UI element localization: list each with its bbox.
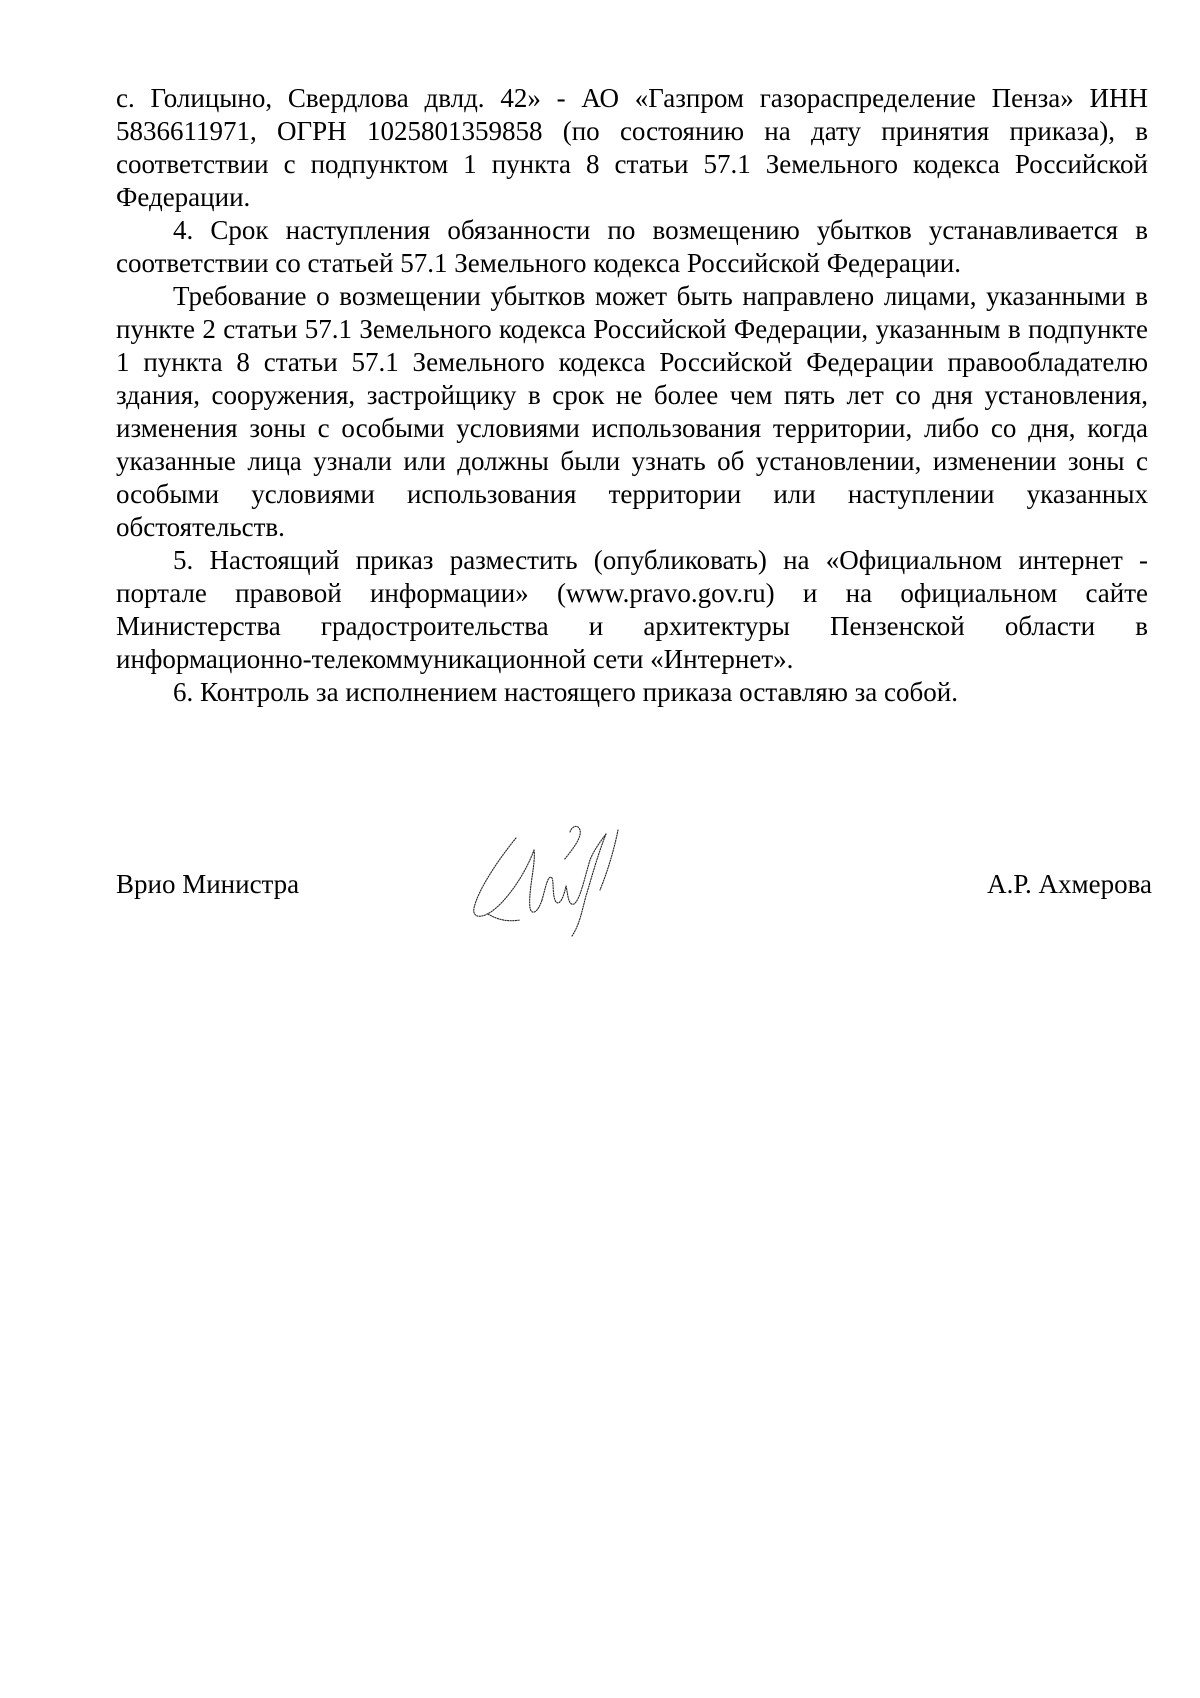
signature-block (116, 820, 1152, 940)
paragraph-compensation-claim: Требование о возмещении убытков может быть направлено лицами, указанными в пункте 2 статьи 57.1 Земельного кодекса Российской Федерации, указанным в подпункте 1 пункта 8 статьи 57.1 Земельного кодекса Российской Федерации правообладателю здания, сооружения, застройщику в срок не более чем пять лет со дня установления, изменения зоны с особыми условиями использования территории, либо со дня, когда указанные лица узнали или должны были узнать об установлении, изменении зоны с особыми условиями использования территории или наступлении указанных обстоятельств. (116, 281, 1148, 542)
handwritten-signature (468, 820, 648, 940)
paragraph-item-5: 5. Настоящий приказ разместить (опубликовать) на «Официальном интернет - портале правовой информации» (www.pravo.gov.ru) и на официальном сайте Министерства градостроительства и архитектуры Пензенской области в информационно-телекоммуникационной сети «Интернет». (116, 545, 1148, 674)
document-body (116, 82, 1148, 709)
paragraph-address-continuation: с. Голицыно, Свердлова двлд. 42» - АО «Газпром газораспределение Пенза» ИНН 5836611971, ОГРН 1025801359858 (по состоянию на дату принятия приказа), в соответствии с подпунктом 1 пункта 8 статьи 57.1 Земельного кодекса Российской Федерации. (116, 83, 1148, 212)
signatory-position: Врио Министра (116, 869, 300, 899)
signatory-name: А.Р. Ахмерова (987, 869, 1152, 899)
paragraph-item-4: 4. Срок наступления обязанности по возмещению убытков устанавливается в соответствии со статьей 57.1 Земельного кодекса Российской Федерации. (116, 215, 1148, 278)
paragraph-item-6: 6. Контроль за исполнением настоящего приказа оставляю за собой. (173, 677, 958, 707)
